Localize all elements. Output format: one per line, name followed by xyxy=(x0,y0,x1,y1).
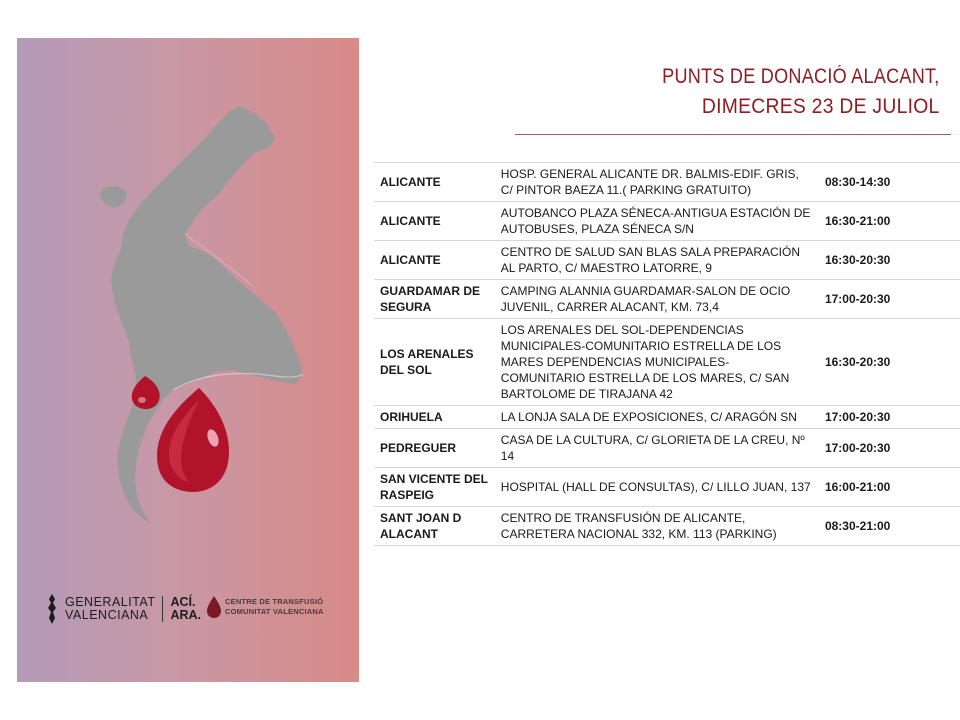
region-map xyxy=(17,38,359,682)
hours-cell: 17:00-20:30 xyxy=(819,429,960,468)
ct-line1: CENTRE DE TRANSFUSIÓ xyxy=(225,597,324,606)
ara-text: ARA. xyxy=(170,608,202,622)
city-cell: SANT JOAN D ALACANT xyxy=(374,507,495,546)
table-row xyxy=(374,280,960,319)
title-divider xyxy=(515,134,951,135)
table-row xyxy=(374,468,960,507)
city-cell: GUARDAMAR DE SEGURA xyxy=(374,280,495,319)
ct-line2: COMUNITAT VALENCIANA xyxy=(225,607,324,616)
address-cell: CENTRO DE SALUD SAN BLAS SALA PREPARACIÓN AL PARTO, C/ MAESTRO LATORRE, 9 xyxy=(495,241,819,280)
table-row xyxy=(374,406,960,429)
city-cell: LOS ARENALES DEL SOL xyxy=(374,319,495,406)
donation-points-table xyxy=(374,162,960,546)
address-cell: CAMPING ALANNIA GUARDAMAR-SALON DE OCIO JUVENIL, CARRER ALACANT, KM. 73,4 xyxy=(495,280,819,319)
generalitat-logo xyxy=(45,594,201,624)
hours-cell: 16:30-21:00 xyxy=(819,202,960,241)
table-row xyxy=(374,241,960,280)
enclave-map xyxy=(99,186,127,208)
address-cell: HOSPITAL (HALL DE CONSULTAS), C/ LILLO JUAN, 137 xyxy=(495,468,819,507)
table-body xyxy=(374,163,960,546)
aci-text: ACÍ. xyxy=(170,595,196,609)
address-cell: HOSP. GENERAL ALICANTE DR. BALMIS-EDIF. GRIS, C/ PINTOR BAEZA 11.( PARKING GRATUITO) xyxy=(495,163,819,202)
address-cell: LOS ARENALES DEL SOL-DEPENDENCIAS MUNICIPALES-COMUNITARIO ESTRELLA DE LOS MARES DEPENDENCIAS MUNICIPALES-COMUNITARIO ESTRELLA DE LOS MARES, C/ SAN BARTOLOME DE TIRAJANA 42 xyxy=(495,319,819,406)
hours-cell: 16:00-21:00 xyxy=(819,468,960,507)
hours-cell: 16:30-20:30 xyxy=(819,241,960,280)
aci-ara-logo xyxy=(170,596,201,622)
city-cell: SAN VICENTE DEL RASPEIG xyxy=(374,468,495,507)
centre-transfusio-logo xyxy=(207,596,324,618)
city-cell: ORIHUELA xyxy=(374,406,495,429)
hours-cell: 17:00-20:30 xyxy=(819,406,960,429)
generalitat-line1: GENERALITAT xyxy=(65,595,156,609)
address-cell: AUTOBANCO PLAZA SÉNECA-ANTIGUA ESTACIÓN DE AUTOBUSES, PLAZA SÉNECA S/N xyxy=(495,202,819,241)
footer-logos xyxy=(45,590,345,640)
address-cell: CENTRO DE TRANSFUSIÓN DE ALICANTE, CARRETERA NACIONAL 332, KM. 113 (PARKING) xyxy=(495,507,819,546)
table-row xyxy=(374,202,960,241)
city-cell: ALICANTE xyxy=(374,241,495,280)
large-blood-drop-icon xyxy=(157,388,229,492)
hours-cell: 08:30-21:00 xyxy=(819,507,960,546)
title-line-2: DIMECRES 23 DE JULIOL xyxy=(702,95,940,118)
table-row xyxy=(374,163,960,202)
city-cell: ALICANTE xyxy=(374,163,495,202)
table-row xyxy=(374,319,960,406)
drop-logo-icon xyxy=(207,596,221,618)
logo-separator xyxy=(162,596,163,622)
table-row xyxy=(374,507,960,546)
page-title xyxy=(617,62,940,122)
bat-emblem-icon xyxy=(45,594,59,624)
address-cell: LA LONJA SALA DE EXPOSICIONES, C/ ARAGÓN SN xyxy=(495,406,819,429)
centre-transfusio-text xyxy=(225,597,324,617)
generalitat-line2: VALENCIANA xyxy=(65,608,149,622)
address-cell: CASA DE LA CULTURA, C/ GLORIETA DE LA CREU, Nº 14 xyxy=(495,429,819,468)
generalitat-text xyxy=(65,596,155,622)
table-row xyxy=(374,429,960,468)
title-line-1: PUNTS DE DONACIÓ ALACANT, xyxy=(662,65,940,88)
city-cell: ALICANTE xyxy=(374,202,495,241)
city-cell: PEDREGUER xyxy=(374,429,495,468)
side-panel xyxy=(17,38,359,682)
hours-cell: 08:30-14:30 xyxy=(819,163,960,202)
hours-cell: 17:00-20:30 xyxy=(819,280,960,319)
hours-cell: 16:30-20:30 xyxy=(819,319,960,406)
